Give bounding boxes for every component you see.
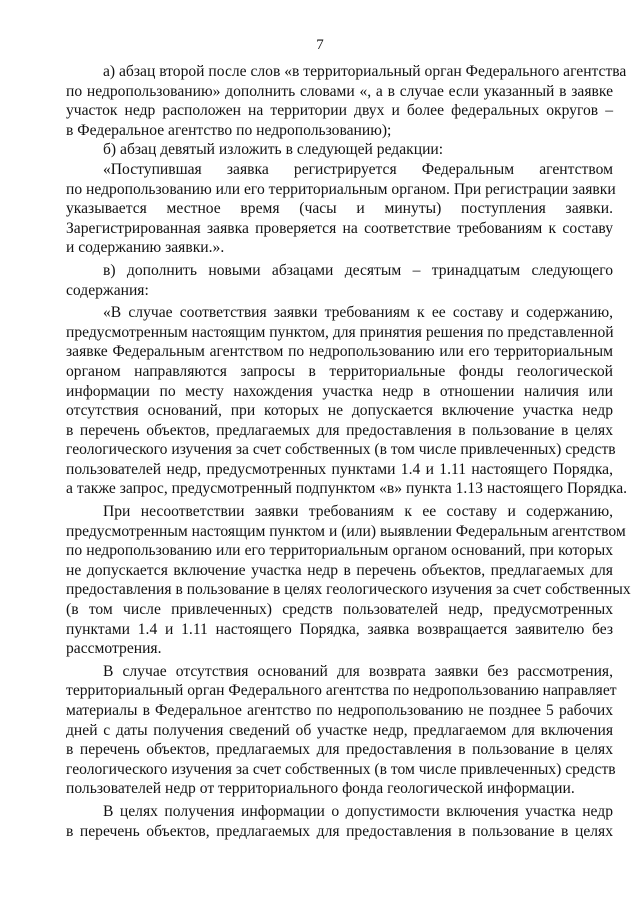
text-line: (в том числе привлеченных) средств пользователей недр, предусмотренных bbox=[66, 601, 613, 619]
text-line: по недропользованию или его территориальным органом. При регистрации заявки bbox=[66, 180, 616, 198]
text-line: В случае отсутствия оснований для возврата заявки без рассмотрения, bbox=[103, 662, 613, 680]
text-line: геологического изучения за счет собственных (в том числе привлеченных) средств bbox=[66, 760, 616, 778]
text-line: В целях получения информации о допустимости включения участка недр bbox=[103, 802, 613, 820]
paragraph-admissibility-info bbox=[66, 802, 613, 841]
text-line: в перечень объектов, предлагаемых для предоставления в пользование в целях bbox=[66, 421, 613, 439]
text-line: Зарегистрированная заявка проверяется на соответствие требованиям к составу bbox=[66, 219, 613, 237]
text-line: рассмотрения. bbox=[66, 640, 162, 658]
text-line: в) дополнить новыми абзацами десятым – тринадцатым следующего bbox=[103, 261, 613, 279]
text-line: предоставления в пользование в целях геологического изучения за счет собственных bbox=[66, 581, 631, 599]
page-number: 7 bbox=[316, 37, 324, 53]
text-line: пользователей недр от территориального фонда геологической информации. bbox=[66, 780, 575, 798]
text-line: в Федеральное агентство по недропользованию); bbox=[66, 121, 392, 139]
text-line: в перечень объектов, предлагаемых для предоставления в пользование в целях bbox=[66, 741, 613, 759]
text-line: предусмотренным настоящим пунктом, для принятия решения по представленной bbox=[66, 323, 614, 341]
paragraph-amendment-c bbox=[66, 261, 613, 300]
text-line: в перечень объектов, предлагаемых для предоставления в пользование в целях bbox=[66, 822, 613, 840]
text-line: по недропользованию» дополнить словами «, а в случае если указанный в заявке bbox=[66, 82, 613, 100]
text-line: При несоответствии заявки требованиям к ее составу и содержанию, bbox=[103, 503, 613, 521]
paragraph-no-grounds-case bbox=[66, 662, 617, 799]
paragraph-amendment-b bbox=[66, 140, 613, 160]
paragraph-compliance-case bbox=[66, 303, 628, 499]
text-line: территориальный орган Федерального агентства по недропользованию направляет bbox=[66, 682, 617, 700]
document-body bbox=[66, 62, 631, 841]
text-line: дней с даты получения сведений об участке недр, предлагаемом для включения bbox=[66, 721, 613, 739]
text-line: «Поступившая заявка регистрируется Федеральным агентством bbox=[103, 160, 613, 178]
text-line: предусмотренным настоящим пунктом и (или) выявлении Федеральным агентством bbox=[66, 522, 626, 540]
text-line: указывается местное время (часы и минуты) поступления заявки. bbox=[66, 200, 613, 218]
text-line: информации по месту нахождения участка недр в отношении наличия или bbox=[66, 382, 613, 400]
text-line: участок недр расположен на территории двух и более федеральных округов – bbox=[66, 102, 613, 120]
text-line: а) абзац второй после слов «в территориальный орган Федерального агентства bbox=[103, 63, 627, 80]
text-line: органом направляются запросы в территориальные фонды геологической bbox=[66, 362, 613, 380]
paragraph-amendment-a bbox=[66, 62, 627, 140]
text-line: отсутствия оснований, при которых не допускается включение участка недр bbox=[66, 402, 613, 420]
text-line: геологического изучения за счет собственных (в том числе привлеченных) средств bbox=[66, 441, 616, 459]
text-line: «В случае соответствия заявки требованиям к ее составу и содержанию, bbox=[103, 304, 613, 322]
paragraph-new-wording bbox=[66, 160, 616, 258]
text-line: содержания: bbox=[66, 281, 149, 299]
paragraph-noncompliance-case bbox=[66, 502, 631, 659]
text-line: пунктами 1.4 и 1.11 настоящего Порядка, заявка возвращается заявителю без bbox=[66, 620, 613, 638]
text-line: а также запрос, предусмотренный подпунктом «в» пункта 1.13 настоящего Порядка. bbox=[66, 480, 628, 498]
text-line: пользователей недр, предусмотренных пунктами 1.4 и 1.11 настоящего Порядка, bbox=[66, 460, 613, 478]
text-line: и содержанию заявки.». bbox=[66, 239, 225, 257]
text-line: материалы в Федеральное агентство по недропользованию не позднее 5 рабочих bbox=[66, 702, 613, 719]
text-line: не допускается включение участка недр в перечень объектов, предлагаемых для bbox=[66, 561, 613, 579]
text-line: заявке Федеральным агентством по недропользованию или его территориальным bbox=[66, 343, 613, 361]
text-line: б) абзац девятый изложить в следующей редакции: bbox=[103, 141, 444, 159]
text-line: по недропользованию или его территориальным органом оснований, при которых bbox=[66, 542, 613, 560]
